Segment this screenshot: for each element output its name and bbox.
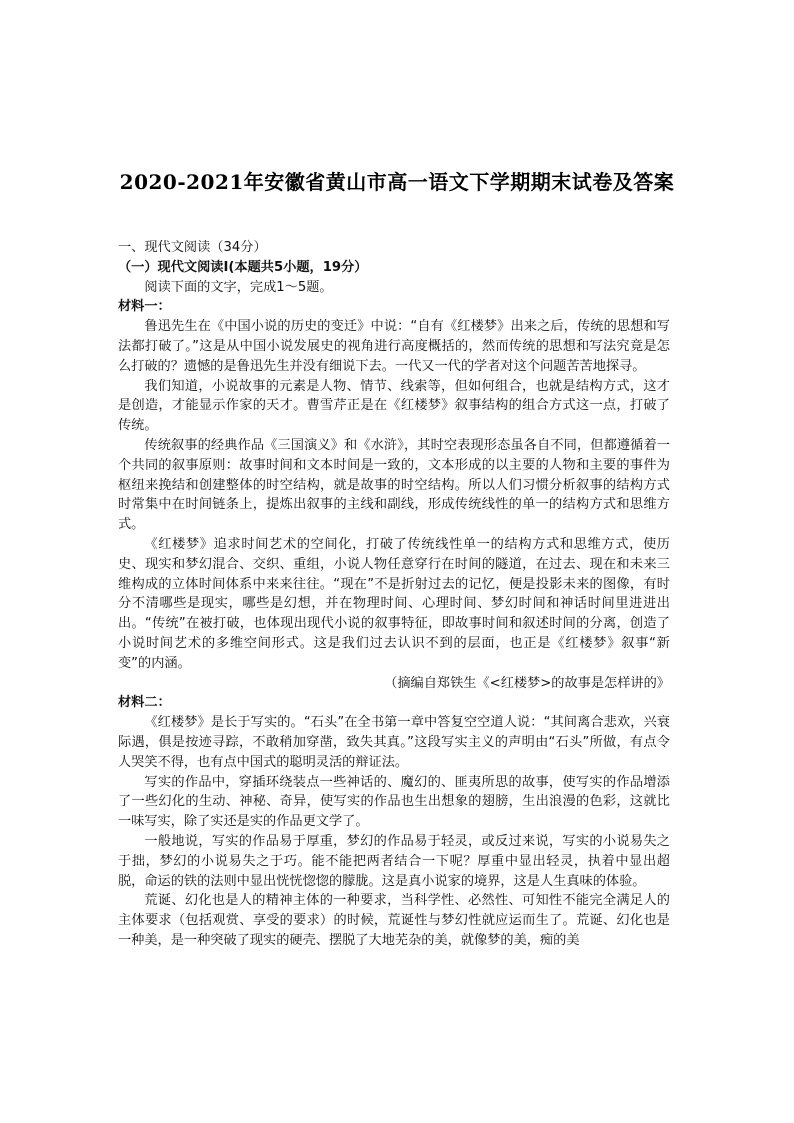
paragraph: 一般地说，写实的作品易于厚重，梦幻的作品易于轻灵，或反过来说，写实的小说易失之于拙，梦幻的小说易失之于巧。能不能把两者结合一下呢？厚重中显出轻灵，执着中显出超脱，命运的铁的法则中显出恍恍惚惚的朦胧。这是真小说家的境界，这是人生真味的体验。 (118, 833, 670, 889)
paragraph: 写实的作品中，穿插环绕装点一些神话的、魔幻的、匪夷所思的故事，使写实的作品增添了一些幻化的生动、神秘、奇异，使写实的作品也生出想象的翅膀，生出浪漫的色彩，这就比一味写实，除了实还是实的作品更文学了。 (118, 774, 670, 830)
paragraph: 鲁迅先生在《中国小说的历史的变迁》中说：“自有《红楼梦》出来之后，传统的思想和写法都打破了。”这是从中国小说发展史的视角进行高度概括的，然而传统的思想和写法究竟是怎么打破的？遗憾的是鲁迅先生并没有细说下去。一代又一代的学者对这个问题苦苦地探寻。 (118, 319, 670, 374)
document-body (118, 238, 670, 951)
paragraph: 《红楼梦》是长于写实的。“石头”在全书第一章中答复空空道人说：“其间离合悲欢，兴衰际遇，俱是按迹寻踪，不敢稍加穿凿，致失其真。”这段写实主义的声明由“石头”所做，有点令人哭笑不得，也有点中国式的聪明灵活的辩证法。 (118, 715, 670, 770)
paragraph: 我们知道，小说故事的元素是人物、情节、线索等，但如何组合，也就是结构方式，这才是创造，才能显示作家的天才。曹雪芹正是在《红楼梦》叙事结构的组合方式这一点，打破了传统。 (118, 378, 670, 434)
paragraph: 《红楼梦》追求时间艺术的空间化，打破了传统线性单一的结构方式和思维方式，使历史、现实和梦幻混合、交织、重组，小说人物任意穿行在时间的隧道，在过去、现在和未来三维构成的立体时间体系中来来往往。“现在”不是折射过去的记忆，便是投影未来的图像，有时分不清哪些是现实，哪些是幻想，并在物理时间、心理时间、梦幻时间和神话时间里进进出出。“传统”在被打破，也体现出现代小说的叙事特征，即故事时间和叙述时间的分离，创造了小说时间艺术的多维空间形式。这是我们过去认识不到的层面，也正是《红楼梦》叙事“新变”的内涵。 (118, 536, 670, 671)
subsection-heading: （一）现代文阅读I(本题共5小题，19分） (118, 259, 368, 275)
page-title: 2020-2021年安徽省黄山市高一语文下学期期末试卷及答案 (119, 170, 675, 194)
material-two-label: 材料二： (118, 695, 171, 711)
instruction-text: 阅读下面的文字，完成1～5题。 (144, 279, 333, 295)
paragraph: 传统叙事的经典作品《三国演义》和《水浒》，其时空表现形态虽各自不同，但都遵循着一个共同的叙事原则：故事时间和文本时间是一致的，文本形成的以主要的人物和主要的事件为枢纽来挽结和创建整体的时空结构，就是故事的时空结构。所以人们习惯分析叙事的结构方式时常集中在时间链条上，提炼出叙事的主线和副线，形成传统线性的单一的结构方式和思维方式。 (118, 437, 670, 533)
source-citation: （摘编自郑铁生《<红楼梦>的故事是怎样讲的》 (384, 675, 670, 691)
paragraph: 荒诞、幻化也是人的精神主体的一种要求，当科学性、必然性、可知性不能完全满足人的主体要求（包括观赏、享受的要求）的时候，荒诞性与梦幻性就应运而生了。荒诞、幻化也是一种美，是一种突破了现实的硬壳、摆脱了大地芜杂的美，就像梦的美，痴的美 (118, 893, 670, 948)
material-one-label: 材料一： (118, 299, 171, 315)
section-heading: 一、现代文阅读（34分） (118, 240, 267, 255)
